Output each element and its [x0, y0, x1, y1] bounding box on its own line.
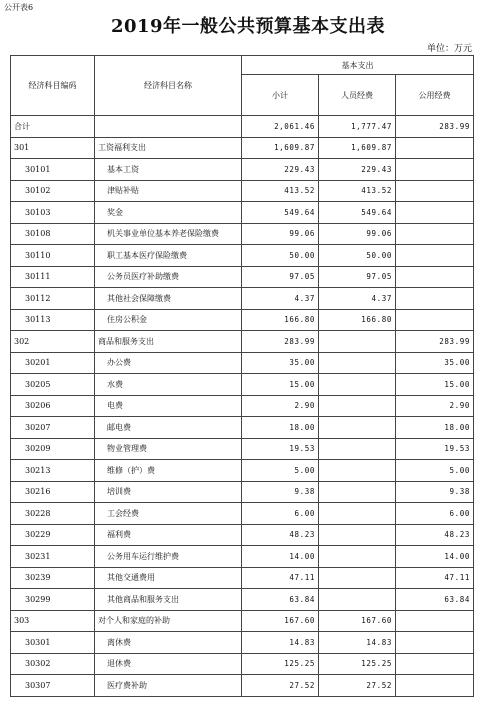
cell-personnel: 549.64	[319, 202, 396, 224]
cell-name: 福利费	[95, 524, 242, 546]
table-body	[11, 116, 474, 697]
cell-code: 30209	[11, 438, 95, 460]
cell-name: 工资福利支出	[95, 137, 242, 159]
table-row	[11, 223, 474, 245]
cell-public	[396, 288, 474, 310]
cell-subtotal: 99.06	[242, 223, 319, 245]
table-row	[11, 438, 474, 460]
cell-code: 30108	[11, 223, 95, 245]
cell-name: 奖金	[95, 202, 242, 224]
table-row	[11, 245, 474, 267]
table-row	[11, 481, 474, 503]
cell-public: 18.00	[396, 417, 474, 439]
cell-public	[396, 159, 474, 181]
cell-code: 30201	[11, 352, 95, 374]
cell-personnel	[319, 438, 396, 460]
cell-subtotal: 125.25	[242, 653, 319, 675]
cell-public: 14.00	[396, 546, 474, 568]
header-name: 经济科目名称	[95, 56, 242, 116]
cell-public	[396, 266, 474, 288]
table-row	[11, 632, 474, 654]
cell-code: 合计	[11, 116, 95, 138]
cell-personnel	[319, 417, 396, 439]
cell-name: 商品和服务支出	[95, 331, 242, 353]
table-row	[11, 675, 474, 697]
table-row	[11, 137, 474, 159]
cell-subtotal: 2,061.46	[242, 116, 319, 138]
cell-personnel	[319, 546, 396, 568]
table-row	[11, 653, 474, 675]
cell-public	[396, 309, 474, 331]
page-title: 2019年一般公共预算基本支出表	[110, 16, 386, 37]
cell-name: 邮电费	[95, 417, 242, 439]
cell-code: 30206	[11, 395, 95, 417]
cell-code: 30113	[11, 309, 95, 331]
cell-personnel: 166.80	[319, 309, 396, 331]
cell-personnel	[319, 503, 396, 525]
table-row	[11, 288, 474, 310]
cell-subtotal: 48.23	[242, 524, 319, 546]
cell-name: 水费	[95, 374, 242, 396]
table-row	[11, 159, 474, 181]
cell-public	[396, 202, 474, 224]
cell-code: 30229	[11, 524, 95, 546]
cell-code: 30216	[11, 481, 95, 503]
cell-personnel: 167.60	[319, 610, 396, 632]
table-row	[11, 309, 474, 331]
cell-public: 15.00	[396, 374, 474, 396]
cell-subtotal: 18.00	[242, 417, 319, 439]
cell-name: 电费	[95, 395, 242, 417]
cell-code: 30101	[11, 159, 95, 181]
cell-code: 302	[11, 331, 95, 353]
cell-personnel	[319, 524, 396, 546]
cell-subtotal: 19.53	[242, 438, 319, 460]
table-row	[11, 180, 474, 202]
cell-subtotal: 15.00	[242, 374, 319, 396]
cell-subtotal: 5.00	[242, 460, 319, 482]
cell-subtotal: 1,609.87	[242, 137, 319, 159]
header-code: 经济科目编码	[11, 56, 95, 116]
cell-public: 19.53	[396, 438, 474, 460]
cell-name: 其他商品和服务支出	[95, 589, 242, 611]
table-row	[11, 546, 474, 568]
cell-subtotal: 14.83	[242, 632, 319, 654]
cell-subtotal: 2.90	[242, 395, 319, 417]
cell-personnel	[319, 481, 396, 503]
cell-name: 其他交通费用	[95, 567, 242, 589]
cell-name: 工会经费	[95, 503, 242, 525]
table-row	[11, 567, 474, 589]
cell-public	[396, 245, 474, 267]
cell-name: 物业管理费	[95, 438, 242, 460]
cell-name: 对个人和家庭的补助	[95, 610, 242, 632]
cell-code: 30307	[11, 675, 95, 697]
cell-subtotal: 14.00	[242, 546, 319, 568]
cell-public	[396, 653, 474, 675]
table-row	[11, 610, 474, 632]
cell-public: 283.99	[396, 116, 474, 138]
cell-personnel	[319, 395, 396, 417]
cell-public	[396, 632, 474, 654]
cell-code: 30110	[11, 245, 95, 267]
cell-name: 办公费	[95, 352, 242, 374]
cell-code: 30111	[11, 266, 95, 288]
table-row	[11, 395, 474, 417]
cell-personnel: 125.25	[319, 653, 396, 675]
cell-subtotal: 47.11	[242, 567, 319, 589]
cell-subtotal: 549.64	[242, 202, 319, 224]
cell-personnel	[319, 374, 396, 396]
form-number-label: 公开表6	[4, 3, 34, 12]
cell-personnel: 229.43	[319, 159, 396, 181]
cell-code: 301	[11, 137, 95, 159]
cell-subtotal: 9.38	[242, 481, 319, 503]
cell-name: 职工基本医疗保险缴费	[95, 245, 242, 267]
header-subtotal: 小计	[242, 75, 319, 116]
header-personnel: 人员经费	[319, 75, 396, 116]
cell-public	[396, 137, 474, 159]
cell-personnel: 4.37	[319, 288, 396, 310]
cell-public: 283.99	[396, 331, 474, 353]
cell-subtotal: 27.52	[242, 675, 319, 697]
cell-code: 30302	[11, 653, 95, 675]
cell-subtotal: 283.99	[242, 331, 319, 353]
unit-label: 单位：万元	[426, 44, 472, 54]
cell-code: 30301	[11, 632, 95, 654]
cell-name: 住房公积金	[95, 309, 242, 331]
table-row	[11, 524, 474, 546]
header-basic-expenditure: 基本支出	[242, 56, 474, 75]
cell-public: 9.38	[396, 481, 474, 503]
table-row	[11, 331, 474, 353]
table-row	[11, 460, 474, 482]
cell-code: 30231	[11, 546, 95, 568]
cell-public: 47.11	[396, 567, 474, 589]
cell-personnel: 413.52	[319, 180, 396, 202]
cell-subtotal: 63.84	[242, 589, 319, 611]
cell-name: 退休费	[95, 653, 242, 675]
cell-public: 5.00	[396, 460, 474, 482]
cell-subtotal: 35.00	[242, 352, 319, 374]
cell-code: 30239	[11, 567, 95, 589]
cell-subtotal: 166.80	[242, 309, 319, 331]
cell-public: 48.23	[396, 524, 474, 546]
cell-name: 维修（护）费	[95, 460, 242, 482]
cell-name: 公务用车运行维护费	[95, 546, 242, 568]
table-row	[11, 503, 474, 525]
cell-code: 30207	[11, 417, 95, 439]
cell-personnel: 97.05	[319, 266, 396, 288]
cell-personnel: 99.06	[319, 223, 396, 245]
cell-personnel: 1,777.47	[319, 116, 396, 138]
cell-personnel: 14.83	[319, 632, 396, 654]
cell-name	[95, 116, 242, 138]
cell-public	[396, 675, 474, 697]
cell-subtotal: 50.00	[242, 245, 319, 267]
cell-personnel: 1,609.87	[319, 137, 396, 159]
cell-name: 机关事业单位基本养老保险缴费	[95, 223, 242, 245]
cell-public	[396, 180, 474, 202]
cell-name: 离休费	[95, 632, 242, 654]
cell-code: 30112	[11, 288, 95, 310]
cell-personnel: 27.52	[319, 675, 396, 697]
header-public: 公用经费	[396, 75, 474, 116]
cell-name: 公务员医疗补助缴费	[95, 266, 242, 288]
cell-code: 30213	[11, 460, 95, 482]
cell-personnel	[319, 331, 396, 353]
budget-table	[10, 55, 474, 697]
cell-name: 培训费	[95, 481, 242, 503]
cell-code: 303	[11, 610, 95, 632]
table-row	[11, 202, 474, 224]
cell-personnel	[319, 589, 396, 611]
table-row	[11, 352, 474, 374]
cell-subtotal: 229.43	[242, 159, 319, 181]
cell-subtotal: 4.37	[242, 288, 319, 310]
cell-subtotal: 413.52	[242, 180, 319, 202]
cell-code: 30103	[11, 202, 95, 224]
cell-subtotal: 97.05	[242, 266, 319, 288]
table-row	[11, 589, 474, 611]
cell-code: 30299	[11, 589, 95, 611]
cell-personnel	[319, 567, 396, 589]
cell-personnel: 50.00	[319, 245, 396, 267]
cell-subtotal: 6.00	[242, 503, 319, 525]
cell-public: 2.90	[396, 395, 474, 417]
cell-name: 津贴补贴	[95, 180, 242, 202]
cell-public: 6.00	[396, 503, 474, 525]
cell-subtotal: 167.60	[242, 610, 319, 632]
cell-code: 30102	[11, 180, 95, 202]
cell-public	[396, 610, 474, 632]
table-row	[11, 116, 474, 138]
cell-personnel	[319, 352, 396, 374]
cell-name: 医疗费补助	[95, 675, 242, 697]
cell-code: 30228	[11, 503, 95, 525]
cell-code: 30205	[11, 374, 95, 396]
table-row	[11, 417, 474, 439]
table-row	[11, 266, 474, 288]
cell-name: 其他社会保障缴费	[95, 288, 242, 310]
cell-public: 63.84	[396, 589, 474, 611]
cell-public: 35.00	[396, 352, 474, 374]
cell-personnel	[319, 460, 396, 482]
table-row	[11, 374, 474, 396]
cell-name: 基本工资	[95, 159, 242, 181]
cell-public	[396, 223, 474, 245]
